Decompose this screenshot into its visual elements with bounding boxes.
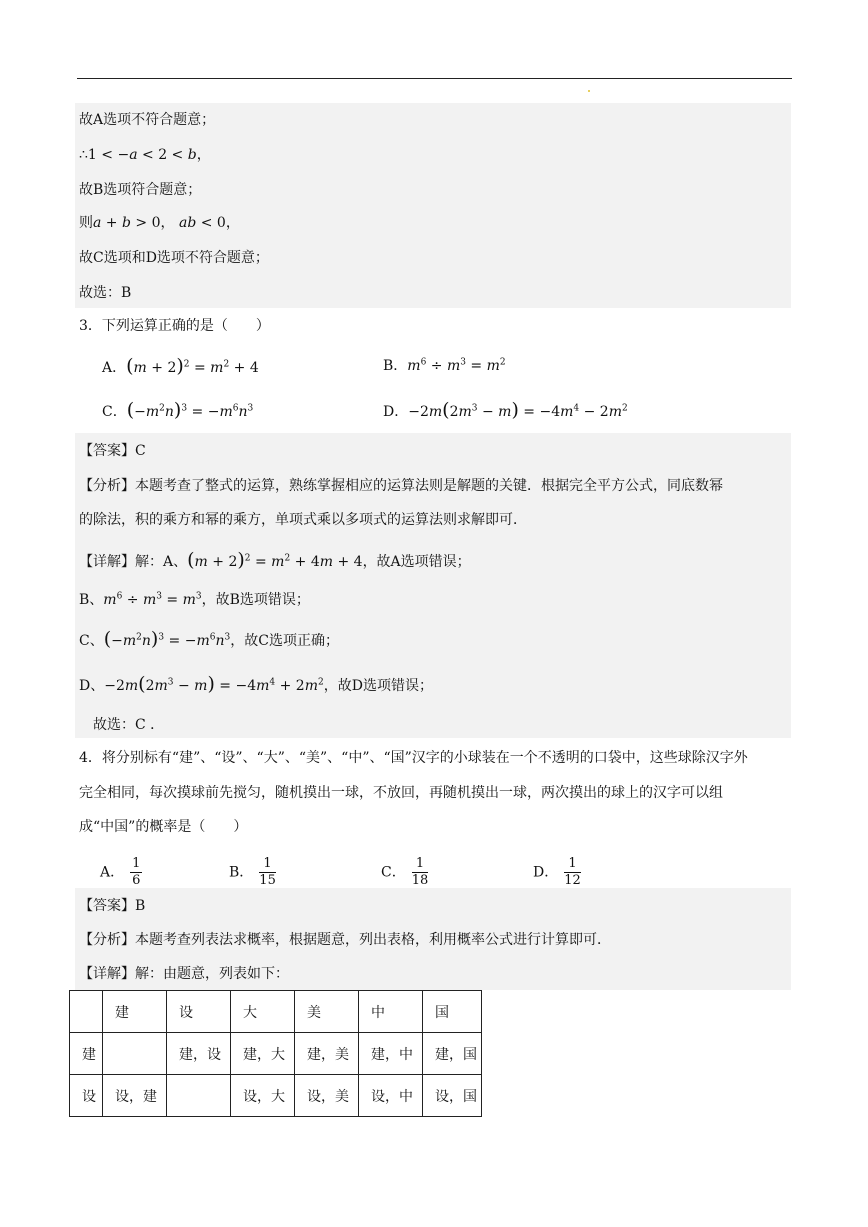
q4-stem-3: 成“中国”的概率是（ ） — [79, 819, 248, 835]
sol3-detail-d: D、$-2m(2m^3 - m) = -4m^4 + 2m^2$，故D选项错误； — [79, 673, 433, 695]
sol4-detail: 【详解】解：由题意，列表如下： — [79, 966, 289, 982]
q4-option-b: B． $\frac{1}{15}$ — [229, 856, 276, 888]
table-header-row — [70, 991, 482, 1033]
probability-table — [69, 990, 482, 1117]
q3-option-c: C．$(-m^2n)^3 = -m^6n^3$ — [102, 399, 254, 421]
sol2-line5: 故C选项和D选项不符合题意； — [79, 250, 269, 266]
q4-stem-2: 完全相同，每次摸球前先搅匀，随机摸出一球，不放回，再随机摸出一球，两次摸出的球上的汉字可以组 — [79, 785, 723, 801]
table-cell — [70, 991, 103, 1033]
table-cell: 建，国 — [423, 1033, 482, 1075]
table-cell: 大 — [231, 991, 295, 1033]
table-cell: 设，国 — [423, 1075, 482, 1117]
table-cell — [167, 1075, 231, 1117]
decorative-dot — [588, 90, 590, 92]
header-rule — [77, 78, 792, 79]
q3-option-b: B．$m^6 \div m^3 = m^2$ — [383, 357, 506, 374]
sol3-final: 故选：C ． — [93, 717, 165, 733]
table-cell — [103, 1033, 167, 1075]
sol4-answer: 【答案】B — [79, 898, 146, 914]
table-cell: 中 — [359, 991, 423, 1033]
q4-stem-1: 4．将分别标有“建”、“设”、“大”、“美”、“中”、“国”汉字的小球装在一个不透明的口袋中，这些球除汉字外 — [79, 750, 748, 766]
sol2-line3: 故B选项符合题意； — [79, 182, 202, 198]
table-cell: 设，中 — [359, 1075, 423, 1117]
q4-option-c: C． $\frac{1}{18}$ — [381, 856, 429, 888]
sol3-analysis-1: 【分析】本题考查了整式的运算，熟练掌握相应的运算法则是解题的关键．根据完全平方公式，同底数幂 — [79, 478, 723, 494]
table-cell: 建，设 — [167, 1033, 231, 1075]
table-cell: 建，中 — [359, 1033, 423, 1075]
sol2-line6: 故选：B — [79, 285, 132, 301]
solution-block-q2 — [75, 103, 791, 308]
sol4-analysis: 【分析】本题考查列表法求概率，根据题意，列出表格，利用概率公式进行计算即可． — [79, 932, 611, 948]
q4-option-a: A． $\frac{1}{6}$ — [100, 856, 141, 888]
sol3-analysis-2: 的除法，积的乘方和幂的乘方，单项式乘以多项式的运算法则求解即可． — [79, 512, 527, 528]
q3-option-d: D．$-2m(2m^3 - m) = -4m^4 - 2m^2$ — [383, 399, 628, 421]
q4-option-d: D． $\frac{1}{12}$ — [533, 856, 581, 888]
table-row — [70, 1033, 482, 1075]
table-cell: 建，大 — [231, 1033, 295, 1075]
table-cell: 建 — [103, 991, 167, 1033]
sol2-line1: 故A选项不符合题意； — [79, 112, 216, 128]
table-cell: 设，美 — [295, 1075, 359, 1117]
table-cell: 建，美 — [295, 1033, 359, 1075]
sol3-detail-a: 【详解】解：A、$(m + 2)^2 = m^2 + 4m + 4$，故A选项错误； — [79, 549, 471, 571]
sol3-detail-b: B、$m^6 \div m^3 = m^3$，故B选项错误； — [79, 591, 310, 608]
table-cell: 设，大 — [231, 1075, 295, 1117]
table-cell: 设 — [70, 1075, 103, 1117]
table-row — [70, 1075, 482, 1117]
table-cell: 设 — [167, 991, 231, 1033]
q3-option-a: A．$(m + 2)^2 = m^2 + 4$ — [102, 355, 259, 377]
sol2-line4: 则a + b > 0， ab < 0， — [79, 215, 240, 231]
q3-stem: 3．下列运算正确的是（ ） — [79, 318, 270, 334]
table-cell: 美 — [295, 991, 359, 1033]
sol3-detail-c: C、$(-m^2n)^3 = -m^6n^3$，故C选项正确； — [79, 628, 339, 650]
sol3-answer: 【答案】C — [79, 443, 146, 459]
table-cell: 建 — [70, 1033, 103, 1075]
table-cell: 设，建 — [103, 1075, 167, 1117]
sol2-line2: ∴1 < −a < 2 < b， — [79, 147, 211, 163]
table-cell: 国 — [423, 991, 482, 1033]
